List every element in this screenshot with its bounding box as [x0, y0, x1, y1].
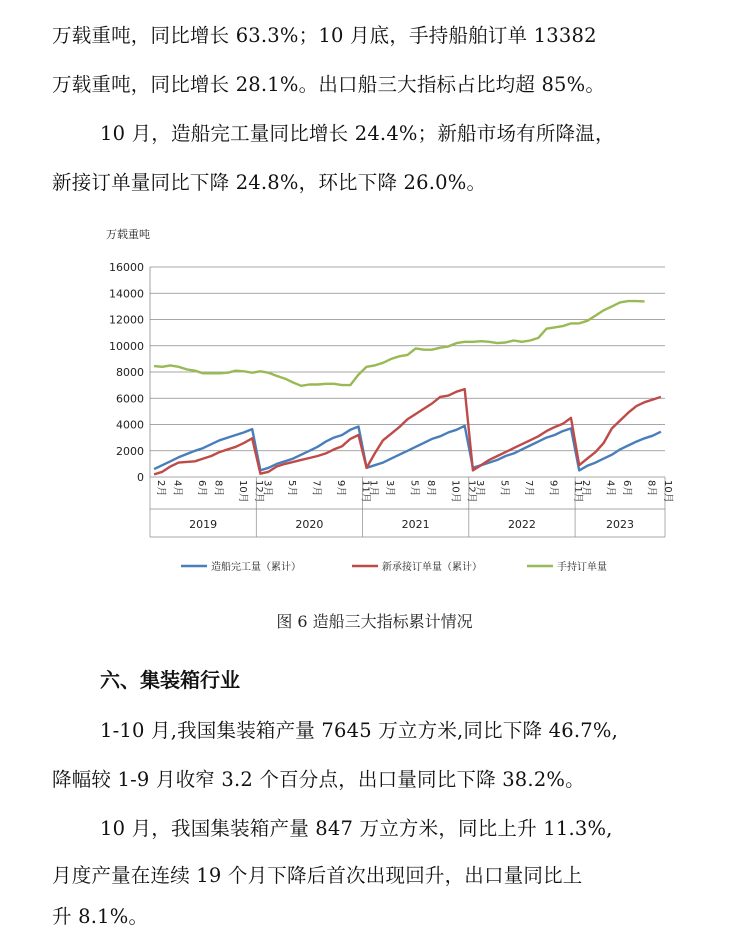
paragraph-4-line-2: 月度产量在连续 19 个月下降后首次出现回升，出口量同比上: [52, 864, 583, 887]
month-tick-label: 11月: [359, 480, 371, 503]
month-tick-label: 10月: [236, 480, 248, 503]
y-tick-label: 16000: [109, 261, 144, 274]
paragraph-3-line-2: 降幅较 1-9 月收窄 3.2 个百分点，出口量同比下降 38.2%。: [52, 768, 585, 791]
y-tick-label: 6000: [116, 392, 144, 406]
month-tick-label: 8月: [424, 480, 436, 497]
legend-label: 手持订单量: [557, 562, 607, 573]
paragraph-1-line-1: 万载重吨，同比增长 63.3%；10 月底，手持船舶订单 13382: [52, 24, 597, 47]
legend-label: 新承接订单量（累计）: [382, 562, 482, 573]
month-tick-label: 8月: [645, 480, 657, 497]
year-label: 2023: [606, 518, 635, 531]
month-tick-label: 12月: [253, 480, 265, 503]
paragraph-4-line-3: 升 8.1%。: [52, 905, 149, 928]
month-tick-label: 4月: [604, 480, 616, 497]
month-tick-label: 1月: [367, 480, 379, 497]
y-tick-label: 8000: [116, 366, 144, 379]
month-tick-label: 6月: [621, 480, 633, 497]
month-tick-label: 11月: [571, 480, 583, 503]
month-tick-label: 2月: [155, 480, 167, 497]
figure-caption: 图 6 造船三大指标累计情况: [276, 612, 473, 631]
y-tick-label: 10000: [109, 339, 144, 353]
month-tick-label: 3月: [473, 480, 485, 497]
y-tick-label: 14000: [109, 287, 144, 301]
y-tick-label: 4000: [116, 418, 144, 432]
year-label: 2021: [401, 518, 430, 531]
month-tick-label: 8月: [212, 480, 224, 497]
year-label: 2022: [507, 518, 536, 531]
paragraph-2-line-2: 新接订单量同比下降 24.8%，环比下降 26.0%。: [52, 171, 487, 194]
y-tick-label: 2000: [116, 444, 144, 458]
month-tick-label: 4月: [171, 480, 183, 497]
month-tick-label: 10月: [661, 480, 673, 503]
month-tick-label: 9月: [547, 480, 559, 497]
month-tick-label: 10月: [449, 480, 461, 503]
y-axis-label: 万载重吨: [106, 228, 150, 241]
series-line-3: [154, 301, 644, 386]
paragraph-3-line-1: 1-10 月,我国集装箱产量 7645 万立方米,同比下降 46.7%,: [100, 719, 618, 742]
month-tick-label: 5月: [408, 480, 420, 497]
month-tick-label: 3月: [383, 480, 395, 497]
month-tick-label: 12月: [465, 480, 477, 503]
month-tick-label: 5月: [285, 480, 297, 497]
month-tick-label: 7月: [310, 480, 322, 497]
month-tick-label: 3月: [261, 480, 273, 497]
year-label: 2019: [189, 518, 218, 531]
month-tick-label: 5月: [498, 480, 510, 497]
paragraph-1-line-2: 万载重吨，同比增长 28.1%。出口船三大指标占比均超 85%。: [52, 73, 606, 96]
paragraph-2-line-1: 10 月，造船完工量同比增长 24.4%；新船市场有所降温，: [100, 122, 615, 145]
shipbuilding-chart: [0, 220, 749, 610]
section-heading: 六、集装箱行业: [100, 668, 240, 692]
paragraph-4-line-1: 10 月，我国集装箱产量 847 万立方米，同比上升 11.3%,: [100, 817, 613, 840]
month-tick-label: 7月: [522, 480, 534, 497]
year-label: 2020: [295, 518, 324, 531]
y-tick-label: 12000: [109, 313, 144, 327]
month-tick-label: 9月: [334, 480, 346, 497]
y-tick-label: 0: [137, 471, 144, 484]
month-tick-label: 6月: [195, 480, 207, 497]
series-line-2: [154, 389, 661, 474]
legend-label: 造船完工量（累计）: [211, 562, 301, 573]
month-tick-label: 2月: [580, 480, 592, 497]
